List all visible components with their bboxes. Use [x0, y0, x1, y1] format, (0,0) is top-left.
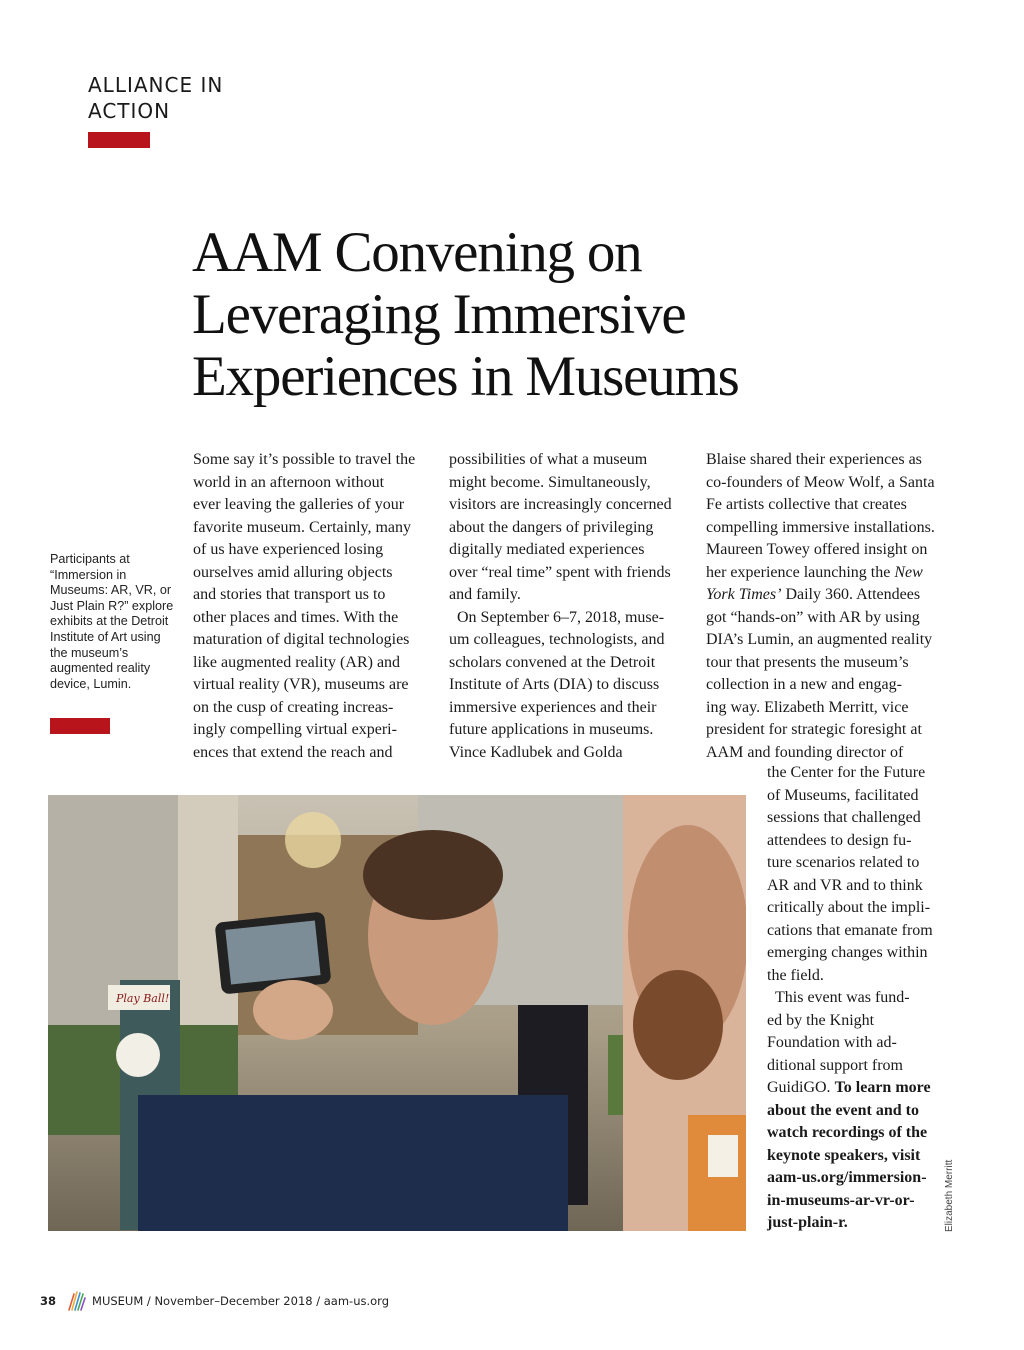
body-line: compelling immersive installations.	[706, 518, 935, 536]
body-line: president for strategic foresight at	[706, 721, 922, 738]
headline-line1: AAM Convening on	[192, 221, 642, 284]
body-line: the Center for the Future	[767, 764, 926, 781]
body-line: virtual reality (VR), museums are	[193, 676, 409, 693]
body-line: future applications in museums.	[449, 721, 654, 738]
body-line: immersive experiences and their	[449, 698, 657, 716]
body-line: attendees to design fu-	[767, 831, 912, 849]
body-line: Some say it’s possible to travel the	[193, 451, 416, 468]
body-line: ture scenarios related to	[767, 854, 920, 871]
body-text: GuidiGO.	[767, 1079, 831, 1096]
body-line: on the cusp of creating increas-	[193, 698, 394, 716]
body-line: Institute of Arts (DIA) to discuss	[449, 676, 660, 693]
section-label-line1: ALLIANCE IN	[88, 73, 224, 97]
body-line: AAM and founding director of	[706, 743, 904, 761]
body-line: world in an afternoon without	[193, 473, 385, 491]
body-line: Fe artists collective that creates	[706, 496, 907, 513]
body-line	[706, 562, 946, 585]
body-column-1	[193, 449, 433, 764]
body-line: might become. Simultaneously,	[449, 473, 651, 491]
body-column-2	[449, 449, 689, 764]
body-column-3-continued	[767, 762, 947, 1235]
section-label-line2: ACTION	[88, 99, 171, 123]
body-line: ing way. Elizabeth Merritt, vice	[706, 698, 909, 716]
body-line: like augmented reality (AR) and	[193, 653, 401, 671]
body-line	[706, 584, 946, 607]
body-line: cations that emanate from	[767, 921, 933, 939]
body-line: ingly compelling virtual experi-	[193, 721, 397, 738]
body-line: Blaise shared their experiences as	[706, 451, 922, 468]
body-line: of Museums, facilitated	[767, 786, 919, 804]
body-line: Maureen Towey offered insight on	[706, 541, 928, 558]
museum-logo-icon	[66, 1290, 86, 1312]
section-accent-bar	[88, 132, 150, 148]
body-line: digitally mediated experiences	[449, 541, 645, 558]
body-line: um colleagues, technologists, and	[449, 631, 665, 648]
article-photo	[48, 795, 746, 1231]
body-line: visitors are increasingly concerned	[449, 496, 672, 513]
newspaper-title: New	[894, 563, 923, 581]
body-line: and family.	[449, 586, 521, 603]
event-link[interactable]: just-plain-r.	[767, 1214, 848, 1231]
body-line: maturation of digital technologies	[193, 631, 410, 648]
sign-text: Play Ball!	[116, 992, 170, 1005]
body-line: ences that extend the reach and	[193, 743, 393, 761]
body-line: On September 6–7, 2018, muse-	[457, 608, 665, 626]
body-line: scholars convened at the Detroit	[449, 653, 656, 671]
body-line: and stories that transport us to	[193, 586, 386, 603]
call-to-action-line: keynote speakers, visit	[767, 1146, 921, 1164]
body-line: favorite museum. Certainly, many	[193, 518, 412, 536]
body-line: Foundation with ad-	[767, 1034, 897, 1051]
body-line: over “real time” spent with friends	[449, 563, 671, 581]
call-to-action-line: watch recordings of the	[767, 1124, 928, 1141]
body-line: tour that presents the museum’s	[706, 653, 909, 671]
body-line: ourselves amid alluring objects	[193, 563, 393, 581]
body-line: got “hands-on” with AR by using	[706, 608, 920, 626]
body-line: of us have experienced losing	[193, 541, 384, 558]
body-line	[767, 1077, 947, 1100]
body-line: DIA’s Lumin, an augmented reality	[706, 631, 933, 648]
body-line: Vince Kadlubek and Golda	[449, 743, 623, 761]
headline-line2: Leveraging Immersive	[192, 283, 686, 346]
call-to-action-line: about the event and to	[767, 1101, 920, 1119]
page-footer	[40, 1291, 389, 1311]
body-line: This event was fund-	[775, 989, 910, 1006]
photo-caption: Participants at “Immersion in Museums: AR, VR, or Just Plain R?” explore exhibits at the Detroit Institute of Art using the museum’s augmented reality device, Lumin.	[50, 552, 174, 691]
body-line: about the dangers of privileging	[449, 518, 654, 536]
headline-line3: Experiences in Museums	[192, 345, 739, 408]
body-column-3	[706, 449, 946, 764]
body-line: possibilities of what a museum	[449, 451, 648, 468]
body-line: ed by the Knight	[767, 1011, 875, 1029]
body-line: AR and VR and to think	[767, 876, 923, 894]
body-line: emerging changes within	[767, 944, 928, 961]
newspaper-title: York Times’	[706, 586, 782, 603]
photo-credit: Elizabeth Merritt	[944, 1159, 955, 1232]
body-text: her experience launching the	[706, 563, 891, 581]
event-link[interactable]: in-museums-ar-vr-or-	[767, 1191, 915, 1209]
body-line: the field.	[767, 966, 824, 984]
body-line: critically about the impli-	[767, 899, 931, 916]
footer-publication: MUSEUM / November–December 2018 / aam-us.org	[92, 1294, 390, 1308]
call-to-action: To learn more	[834, 1079, 931, 1096]
body-line: co-founders of Meow Wolf, a Santa	[706, 473, 935, 491]
caption-accent-bar	[50, 718, 110, 734]
body-line: ditional support from	[767, 1056, 903, 1074]
page-number: 38	[40, 1294, 57, 1308]
body-line: collection in a new and engag-	[706, 676, 902, 693]
body-line: other places and times. With the	[193, 608, 399, 626]
event-link[interactable]: aam-us.org/immersion-	[767, 1169, 927, 1186]
article-headline	[192, 222, 812, 408]
body-line: ever leaving the galleries of your	[193, 496, 405, 513]
section-label	[88, 72, 288, 124]
body-text: Daily 360. Attendees	[785, 586, 921, 603]
body-line: sessions that challenged	[767, 809, 921, 826]
